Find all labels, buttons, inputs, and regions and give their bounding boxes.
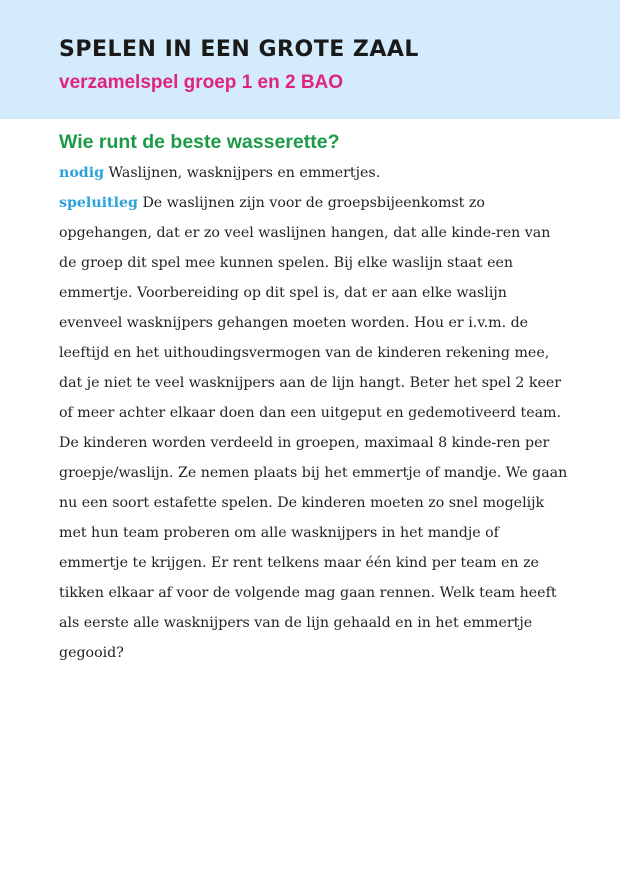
explanation-text: De waslijnen zijn voor de groepsbijeenkomst zo opgehangen, dat er zo veel waslijnen hangen, dat alle kinde-ren van de groep dit spel mee kunnen spelen. Bij elke waslijn staat een emmertje. Voorbereiding op dit spel is, dat er aan elke waslijn evenveel wasknijpers gehangen moeten worden. Hou er i.v.m. de leeftijd en het uithoudingsvermogen van de kinderen rekening mee, dat je niet te veel wasknijpers aan de lijn hangt. Beter het spel 2 keer of meer achter elkaar doen dan een uitgeput en gedemotiveerd team. (59, 195, 562, 421)
explanation-paragraph (59, 188, 569, 428)
needed-label: nodig (59, 165, 105, 181)
game-section (59, 128, 569, 668)
page-subtitle: verzamelspel groep 1 en 2 BAO (59, 72, 344, 93)
rules-paragraph: De kinderen worden verdeeld in groepen, maximaal 8 kinde-ren per groepje/waslijn. Ze nemen plaats bij het emmertje of mandje. We gaan nu een soort estafette spelen. De kinderen moeten zo snel mogelijk met hun team proberen om alle wasknijpers in het mandje of emmertje te krijgen. Er rent telkens maar één kind per team en ze tikken elkaar af voor de volgende mag gaan rennen. Welk team heeft als eerste alle wasknijpers van de lijn gehaald en in het emmertje gegooid? (59, 435, 568, 661)
page-title: SPELEN IN EEN GROTE ZAAL (59, 37, 419, 62)
explanation-label: speluitleg (59, 195, 138, 211)
game-body (59, 158, 569, 668)
needed-paragraph (59, 158, 569, 188)
header-banner (0, 0, 620, 119)
needed-text: Waslijnen, wasknijpers en emmertjes. (108, 165, 381, 181)
game-title: Wie runt de beste wasserette? (59, 131, 340, 153)
